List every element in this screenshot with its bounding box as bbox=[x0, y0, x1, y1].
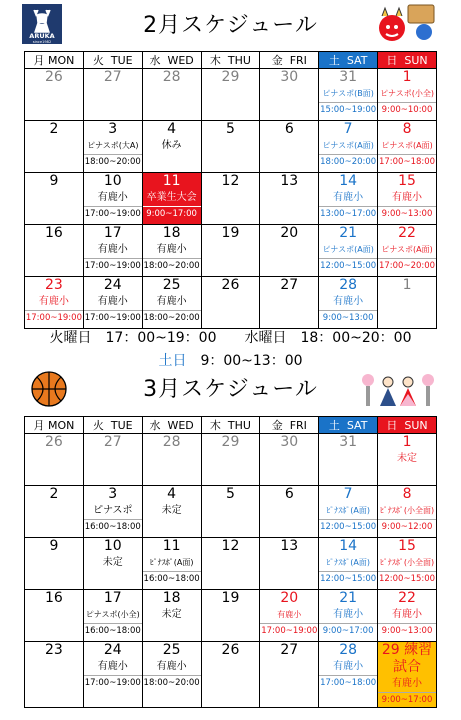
event-label: ピナスポ(B面) bbox=[322, 89, 374, 98]
event-label: 有鹿小 bbox=[277, 610, 302, 619]
day-cell-mon bbox=[25, 642, 84, 708]
event-label: 有鹿小 bbox=[333, 661, 364, 672]
day-cell-fri bbox=[260, 69, 319, 121]
day-number: 16 bbox=[45, 225, 63, 241]
day-cell-sat bbox=[319, 538, 378, 590]
svg-text:since1982: since1982 bbox=[32, 40, 52, 44]
day-number: 26 bbox=[45, 69, 63, 85]
week-row bbox=[25, 173, 437, 225]
day-number: 28 bbox=[162, 434, 181, 450]
event-label: 有鹿小 bbox=[392, 192, 423, 203]
day-cell-sun bbox=[378, 173, 437, 225]
day-cell-sun bbox=[378, 277, 437, 329]
day-number: 27 bbox=[103, 69, 122, 85]
event-label: 有鹿小 bbox=[392, 678, 423, 689]
event-time: 17:00~18:00 bbox=[319, 675, 377, 690]
day-number: 3 bbox=[108, 486, 118, 502]
february-weekday-header-row bbox=[25, 52, 437, 69]
day-cell-wed bbox=[142, 486, 201, 538]
day-cell-tue bbox=[83, 277, 142, 329]
event-time: 12:00~15:00 bbox=[319, 571, 377, 586]
event-label: 未定 bbox=[397, 453, 418, 464]
weekday-header-thu: 木 THU bbox=[201, 52, 260, 69]
event-time: 9:00~17:00 bbox=[319, 623, 377, 638]
event-label: ﾋﾟﾅｽﾎﾟ(A面) bbox=[326, 558, 370, 567]
event-label: 有鹿小 bbox=[333, 609, 364, 620]
february-title: 2月スケジュール bbox=[143, 13, 318, 38]
event-label: 未定 bbox=[161, 505, 182, 516]
weekday-header-sat: 土 SAT bbox=[319, 417, 378, 434]
event-label: 有鹿小 bbox=[156, 661, 187, 672]
day-cell-wed bbox=[142, 642, 201, 708]
weekend-time: 9：00~13：00 bbox=[186, 353, 303, 369]
event-label: 未定 bbox=[161, 609, 182, 620]
day-cell-sat bbox=[319, 121, 378, 173]
day-cell-sun bbox=[378, 434, 437, 486]
day-number: 24 bbox=[103, 277, 122, 293]
day-cell-sun bbox=[378, 538, 437, 590]
event-label: ピナスポ(A面) bbox=[322, 141, 374, 150]
event-time: 9:00~12:00 bbox=[378, 519, 436, 534]
day-number: 18 bbox=[162, 590, 181, 606]
week-row bbox=[25, 121, 437, 173]
day-cell-sat bbox=[319, 434, 378, 486]
week-row bbox=[25, 434, 437, 486]
day-number: 8 bbox=[402, 121, 412, 137]
day-cell-fri bbox=[260, 538, 319, 590]
event-time: 16:00~18:00 bbox=[84, 519, 142, 534]
day-cell-sat bbox=[319, 642, 378, 708]
day-cell-thu bbox=[201, 590, 260, 642]
day-cell-mon bbox=[25, 225, 84, 277]
day-number: 10 bbox=[103, 173, 122, 189]
day-number: 27 bbox=[103, 434, 122, 450]
day-number: 19 bbox=[221, 225, 240, 241]
event-label: ピナスポ(大A) bbox=[87, 141, 139, 150]
day-cell-tue bbox=[83, 121, 142, 173]
day-number: 30 bbox=[280, 69, 299, 85]
day-cell-thu bbox=[201, 538, 260, 590]
event-time: 17:00~18:00 bbox=[378, 154, 436, 169]
event-label: ピナスポ(A面) bbox=[381, 245, 433, 254]
week-row bbox=[25, 225, 437, 277]
weekday-header-tue: 火 TUE bbox=[83, 417, 142, 434]
day-cell-wed bbox=[142, 590, 201, 642]
event-time: 17:00~19:00 bbox=[25, 310, 83, 325]
day-number: 2 bbox=[49, 486, 59, 502]
day-number: 2 bbox=[49, 121, 59, 137]
weekday-header-sun: 日 SUN bbox=[378, 417, 437, 434]
day-number: 1 bbox=[402, 277, 412, 293]
day-number: 31 bbox=[339, 69, 358, 85]
event-time: 15:00~19:00 bbox=[319, 102, 377, 117]
week-row bbox=[25, 277, 437, 329]
day-cell-sat bbox=[319, 69, 378, 121]
event-time: 16:00~18:00 bbox=[84, 623, 142, 638]
day-number: 6 bbox=[284, 486, 294, 502]
day-number: 26 bbox=[221, 277, 240, 293]
event-time: 16:00~18:00 bbox=[143, 571, 201, 586]
event-time: 9:00~17:00 bbox=[143, 206, 201, 221]
day-cell-fri bbox=[260, 173, 319, 225]
march-weekday-header-row bbox=[25, 417, 437, 434]
event-time: 12:00~15:00 bbox=[378, 571, 436, 586]
day-number: 13 bbox=[280, 538, 299, 554]
day-number: 21 bbox=[339, 225, 358, 241]
day-cell-wed bbox=[142, 434, 201, 486]
week-row bbox=[25, 486, 437, 538]
weekday-header-fri: 金 FRI bbox=[260, 417, 319, 434]
day-cell-fri bbox=[260, 277, 319, 329]
day-number: 26 bbox=[45, 434, 63, 450]
day-number: 5 bbox=[225, 121, 235, 137]
day-number: 11 bbox=[162, 173, 181, 189]
day-cell-thu bbox=[201, 486, 260, 538]
day-number: 28 bbox=[162, 69, 181, 85]
day-number: 12 bbox=[221, 173, 240, 189]
day-cell-tue bbox=[83, 173, 142, 225]
day-number: 20 bbox=[280, 225, 299, 241]
day-cell-thu bbox=[201, 225, 260, 277]
event-time: 17:00~19:00 bbox=[84, 258, 142, 273]
event-time: 17:00~19:00 bbox=[84, 310, 142, 325]
day-number: 25 bbox=[162, 642, 181, 658]
day-cell-thu bbox=[201, 434, 260, 486]
day-number: 11 bbox=[162, 538, 181, 554]
day-cell-sun bbox=[378, 590, 437, 642]
day-cell-thu bbox=[201, 121, 260, 173]
day-cell-thu bbox=[201, 69, 260, 121]
day-number: 28 bbox=[339, 277, 358, 293]
day-number: 21 bbox=[339, 590, 358, 606]
day-number: 29 bbox=[221, 69, 240, 85]
event-time: 12:00~15:00 bbox=[319, 258, 377, 273]
event-label: ﾋﾟﾅｽﾎﾟ(小全面) bbox=[379, 506, 435, 515]
day-number: 7 bbox=[343, 486, 353, 502]
day-number: 15 bbox=[398, 538, 416, 554]
day-number: 13 bbox=[280, 173, 299, 189]
day-cell-mon bbox=[25, 434, 84, 486]
day-number: 16 bbox=[45, 590, 63, 606]
day-number: 27 bbox=[280, 642, 299, 658]
event-time: 18:00~20:00 bbox=[319, 154, 377, 169]
event-time: 9:00~17:00 bbox=[378, 692, 436, 707]
day-cell-sat bbox=[319, 277, 378, 329]
day-number: 7 bbox=[343, 121, 353, 137]
event-label: 有鹿小 bbox=[97, 192, 128, 203]
weekday-header-thu: 木 THU bbox=[201, 417, 260, 434]
event-time: 17:00~20:00 bbox=[378, 258, 436, 273]
day-number: 23 bbox=[45, 277, 63, 293]
day-cell-tue bbox=[83, 590, 142, 642]
event-time: 18:00~20:00 bbox=[143, 258, 201, 273]
day-cell-thu bbox=[201, 642, 260, 708]
event-label: ﾋﾟﾅｽﾎﾟ(A面) bbox=[326, 506, 370, 515]
march-calendar bbox=[24, 416, 437, 708]
event-time: 18:00~20:00 bbox=[84, 154, 142, 169]
day-number: 22 bbox=[398, 225, 416, 241]
day-cell-mon bbox=[25, 69, 84, 121]
day-cell-mon bbox=[25, 277, 84, 329]
event-time: 18:00~20:00 bbox=[143, 675, 201, 690]
event-label: ﾋﾟﾅｽﾎﾟ(A面) bbox=[149, 558, 194, 567]
day-cell-mon bbox=[25, 121, 84, 173]
event-label: ピナスポ(A面) bbox=[381, 141, 433, 150]
svg-text:ARUKA: ARUKA bbox=[29, 32, 55, 40]
day-cell-sat bbox=[319, 486, 378, 538]
day-number: 1 bbox=[402, 434, 412, 450]
day-number: 3 bbox=[108, 121, 118, 137]
day-number: 17 bbox=[103, 590, 122, 606]
day-number: 27 bbox=[280, 277, 299, 293]
day-number: 9 bbox=[49, 538, 59, 554]
weekday-header-sun: 日 SUN bbox=[378, 52, 437, 69]
day-number: 9 bbox=[49, 173, 59, 189]
day-cell-sat bbox=[319, 225, 378, 277]
event-label: 卒業生大会 bbox=[146, 192, 197, 203]
event-time: 12:00~15:00 bbox=[319, 519, 377, 534]
event-time: 13:00~17:00 bbox=[319, 206, 377, 221]
day-cell-sun bbox=[378, 486, 437, 538]
event-label: 有鹿小 bbox=[156, 296, 187, 307]
day-number: 6 bbox=[284, 121, 294, 137]
hina-dolls-icon bbox=[360, 370, 436, 410]
day-number: 30 bbox=[280, 434, 299, 450]
event-label: 有鹿小 bbox=[97, 244, 128, 255]
day-cell-mon bbox=[25, 486, 84, 538]
day-cell-fri bbox=[260, 642, 319, 708]
day-cell-sun bbox=[378, 642, 437, 708]
february-header bbox=[0, 0, 461, 46]
day-cell-sat bbox=[319, 590, 378, 642]
event-label: ピナスポ bbox=[92, 505, 133, 516]
day-cell-sat bbox=[319, 173, 378, 225]
day-number: 28 bbox=[339, 642, 358, 658]
march-title: 3月スケジュール bbox=[143, 377, 318, 402]
event-label: 休み bbox=[161, 140, 182, 151]
event-label: 有鹿小 bbox=[156, 244, 187, 255]
event-label: 有鹿小 bbox=[97, 296, 128, 307]
event-label: 有鹿小 bbox=[333, 192, 364, 203]
weekday-header-tue: 火 TUE bbox=[83, 52, 142, 69]
day-cell-sun bbox=[378, 225, 437, 277]
event-label: 未定 bbox=[102, 557, 123, 568]
day-number: 31 bbox=[339, 434, 358, 450]
day-number: 14 bbox=[339, 173, 358, 189]
event-time: 9:00~10:00 bbox=[378, 102, 436, 117]
day-cell-fri bbox=[260, 486, 319, 538]
event-label: 有鹿小 bbox=[97, 661, 128, 672]
day-cell-fri bbox=[260, 434, 319, 486]
event-label: ﾋﾟﾅｽﾎﾟ(小全面) bbox=[379, 558, 435, 567]
day-cell-thu bbox=[201, 173, 260, 225]
day-cell-mon bbox=[25, 538, 84, 590]
day-number: 25 bbox=[162, 277, 181, 293]
march-header bbox=[0, 364, 461, 410]
day-cell-wed bbox=[142, 121, 201, 173]
day-number: 15 bbox=[398, 173, 416, 189]
event-time: 17:00~19:00 bbox=[260, 623, 318, 638]
day-number: 4 bbox=[167, 121, 177, 137]
day-number: 5 bbox=[225, 486, 235, 502]
event-label: 有鹿小 bbox=[38, 296, 69, 307]
day-cell-mon bbox=[25, 590, 84, 642]
day-number: 29 bbox=[221, 434, 240, 450]
day-cell-fri bbox=[260, 121, 319, 173]
event-time: 17:00~19:00 bbox=[84, 675, 142, 690]
event-label: 有鹿小 bbox=[392, 609, 423, 620]
day-cell-wed bbox=[142, 538, 201, 590]
event-time: 9:00~13:00 bbox=[319, 310, 377, 325]
event-time: 17:00~19:00 bbox=[84, 206, 142, 221]
day-cell-mon bbox=[25, 173, 84, 225]
day-cell-thu bbox=[201, 277, 260, 329]
weekday-header-wed: 水 WED bbox=[142, 417, 201, 434]
day-number: 23 bbox=[45, 642, 63, 658]
day-cell-fri bbox=[260, 590, 319, 642]
day-number: 24 bbox=[103, 642, 122, 658]
event-time: 9:00~13:00 bbox=[378, 206, 436, 221]
day-cell-wed bbox=[142, 69, 201, 121]
day-cell-sun bbox=[378, 121, 437, 173]
event-label: ピナスポ(小全) bbox=[85, 610, 140, 619]
day-number: 10 bbox=[103, 538, 122, 554]
day-cell-tue bbox=[83, 69, 142, 121]
day-cell-tue bbox=[83, 642, 142, 708]
weekday-header-mon: 月 MON bbox=[25, 417, 84, 434]
day-cell-tue bbox=[83, 225, 142, 277]
weekday-header-fri: 金 FRI bbox=[260, 52, 319, 69]
weekday-header-sat: 土 SAT bbox=[319, 52, 378, 69]
day-number: 8 bbox=[402, 486, 412, 502]
day-number: 14 bbox=[339, 538, 358, 554]
day-number: 17 bbox=[103, 225, 122, 241]
day-number: 20 bbox=[280, 590, 299, 606]
event-label: 有鹿小 bbox=[333, 296, 364, 307]
day-cell-tue bbox=[83, 486, 142, 538]
week-row bbox=[25, 69, 437, 121]
event-time: 18:00~20:00 bbox=[143, 310, 201, 325]
weekend-label: 土日 bbox=[158, 353, 187, 369]
day-cell-tue bbox=[83, 434, 142, 486]
day-cell-wed bbox=[142, 225, 201, 277]
week-row bbox=[25, 538, 437, 590]
day-number: 29 練習試合 bbox=[381, 642, 433, 675]
day-number: 18 bbox=[162, 225, 181, 241]
day-number: 12 bbox=[221, 538, 240, 554]
february-calendar bbox=[24, 51, 437, 329]
weekday-header-wed: 水 WED bbox=[142, 52, 201, 69]
event-label: ピナスポ(A面) bbox=[322, 245, 374, 254]
day-cell-tue bbox=[83, 538, 142, 590]
day-number: 26 bbox=[221, 642, 240, 658]
day-number: 22 bbox=[398, 590, 416, 606]
day-number: 4 bbox=[167, 486, 177, 502]
day-number: 1 bbox=[402, 69, 412, 85]
setsubun-oni-icon bbox=[372, 2, 442, 44]
day-cell-wed bbox=[142, 277, 201, 329]
event-time: 9:00~13:00 bbox=[378, 623, 436, 638]
day-cell-wed bbox=[142, 173, 201, 225]
day-number: 19 bbox=[221, 590, 240, 606]
day-cell-sun bbox=[378, 69, 437, 121]
february-weekday-summary: 火曜日 17：00~19：00 水曜日 18：00~20：00 bbox=[49, 330, 412, 346]
week-row bbox=[25, 642, 437, 708]
day-cell-fri bbox=[260, 225, 319, 277]
week-row bbox=[25, 590, 437, 642]
event-label: ピナスポ(小全) bbox=[380, 89, 434, 98]
weekday-header-mon: 月 MON bbox=[25, 52, 84, 69]
